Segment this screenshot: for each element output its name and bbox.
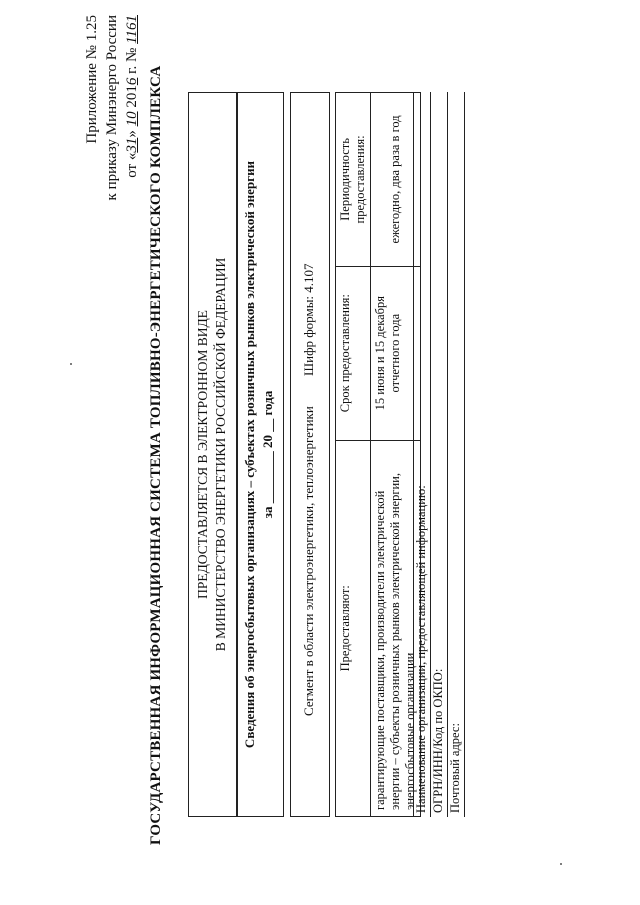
cell-providers: гарантирующие поставщики, производители электрической энергии – субъекты розничных рынков электрической энергии, энергосбытовые организации <box>371 440 421 816</box>
form-code: Шифр формы: 4.107 <box>301 263 316 376</box>
order-year-digit: 6 <box>124 77 140 86</box>
appendix-number: Приложение № 1.25 <box>84 15 100 144</box>
form-title-box <box>236 92 284 817</box>
appendix-order: к приказу Минэнерго России <box>104 15 120 201</box>
header-deadline: Срок предоставления: <box>336 266 371 440</box>
info-table <box>335 92 417 817</box>
header-providers: Предоставляют: <box>336 440 371 816</box>
submission-box <box>188 92 238 817</box>
main-title: ГОСУДАРСТВЕННАЯ ИНФОРМАЦИОННАЯ СИСТЕМА ТОПЛИВНО-ЭНЕРГЕТИЧЕСКОГО КОМПЛЕКСА <box>148 65 164 845</box>
submission-line-2: В МИНИСТЕРСТВО ЭНЕРГЕТИКИ РОССИЙСКОЙ ФЕДЕРАЦИИ <box>213 257 228 652</box>
appendix-header <box>82 15 142 245</box>
order-day: 31 <box>124 137 140 153</box>
order-month: 10 <box>124 111 140 127</box>
submission-line-1: ПРЕДОСТАВЛЯЕТСЯ В ЭЛЕКТРОННОМ ВИДЕ <box>195 310 210 599</box>
field-organization-name: Наименование организации, предоставляющей информацию: <box>413 92 431 817</box>
scan-mark <box>70 363 72 365</box>
scan-mark <box>560 863 562 865</box>
order-number: 1161 <box>124 15 140 44</box>
header-frequency: Периодичность предоставления: <box>336 93 371 267</box>
cell-deadline: 15 июня и 15 декабря отчетного года <box>371 266 421 440</box>
appendix-date: от «31» 10 2016 г. № 1161 <box>124 15 140 178</box>
organization-fields <box>414 92 465 817</box>
reporting-period: за ________ 20 __ года <box>260 390 275 519</box>
form-title: Сведения об энергосбытовых организациях – субъектах розничных рынков электрической энергии <box>242 160 257 749</box>
segment-label: Сегмент в области электроэнергетики, теплоэнергетики <box>301 406 316 716</box>
field-postal-address: Почтовый адрес: <box>447 92 465 817</box>
segment-box <box>290 92 330 817</box>
cell-frequency: ежегодно, два раза в год <box>371 93 421 267</box>
field-ogrn-inn-okpo: ОГРН/ИНН/Код по ОКПО: <box>430 92 448 817</box>
